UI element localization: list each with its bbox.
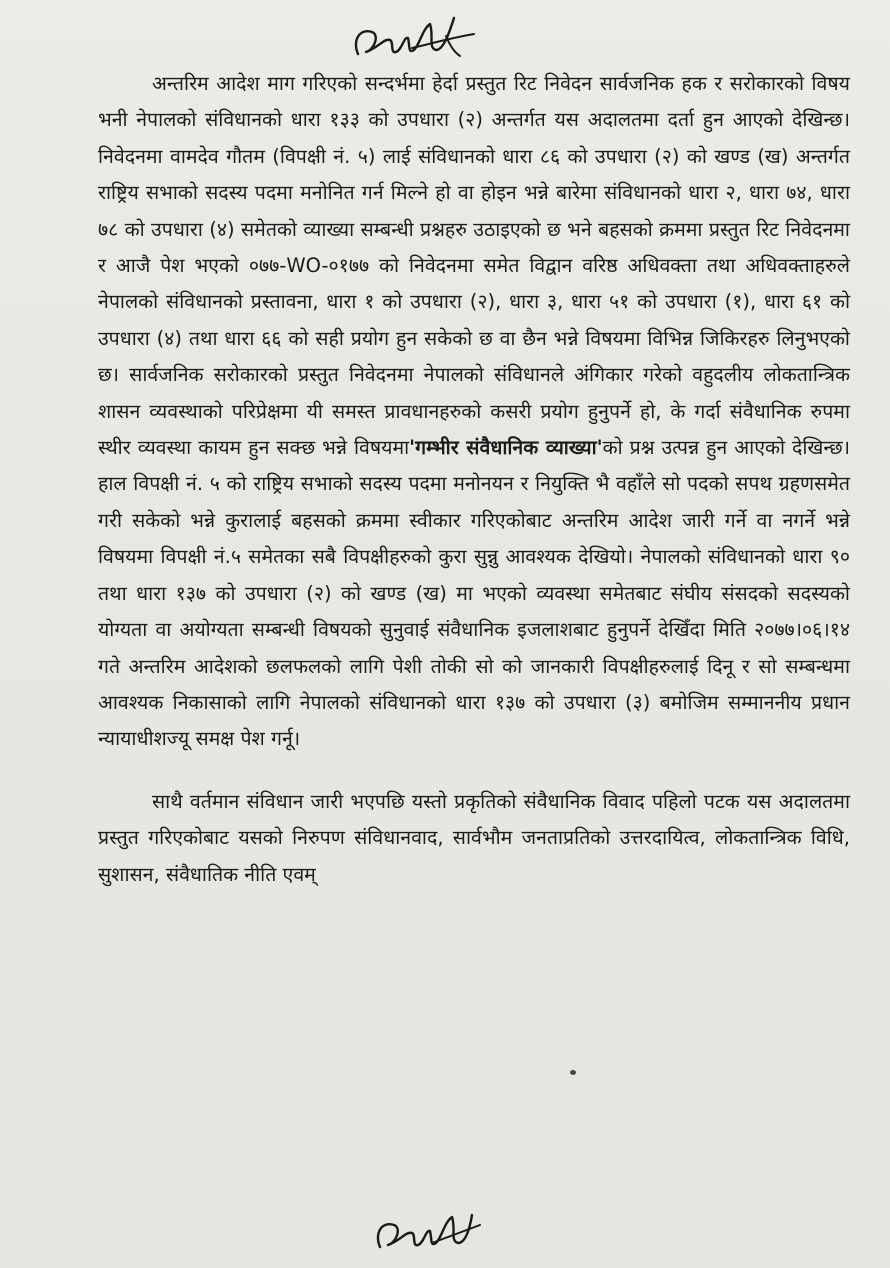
signature-top-graphic: [350, 10, 480, 65]
paragraph-1-continuation: को प्रश्न उत्पन्न हुन आएको देखिन्छ। हाल विपक्षी नं. ५ को राष्ट्रिय सभाको सदस्य पदमा मनोनयन र नियुक्ति भै वहाँले सो पदको सपथ ग्रहणसमेत गरी सकेको भन्ने कुरालाई बहसको क्रममा स्वीकार गरिएकोबाट अन्तरिम आदेश जारी गर्ने वा नगर्ने भन्ने विषयमा विपक्षी नं.५ समेतका सबै विपक्षीहरुको कुरा सुन्नु आवश्यक देखियो। नेपालको संविधानको धारा ९० तथा धारा १३७ को उपधारा (२) को खण्ड (ख) मा भएको व्यवस्था समेतबाट संघीय संसदको सदस्यको योग्यता वा अयोग्यता सम्बन्धी विषयको सुनुवाई संवैधानिक इजलाशबाट हुनुपर्ने देखिँदा मिति २०७७।०६।१४ गते अन्तरिम आदेशको छलफलको लागि पेशी तोकी सो को जानकारी विपक्षीहरुलाई दिनू र सो सम्बन्धमा आवश्यक निकासाको लागि नेपालको संविधानको धारा १३७ को उपधारा (३) बमोजिम सम्माननीय प्रधान न्यायाधीशज्यू समक्ष पेश गर्नू।: [98, 436, 851, 751]
paragraph-1: [98, 66, 850, 758]
constitutional-interpretation-phrase: 'गम्भीर संवैधानिक व्याख्या': [409, 436, 603, 460]
paragraph-2: साथै वर्तमान संविधान जारी भएपछि यस्तो प्रकृतिको संवैधानिक विवाद पहिलो पटक यस अदालतमा प्रस्तुत गरिएकोबाट यसको निरुपण संविधानवाद, सार्वभौम जनताप्रतिको उत्तरदायित्व, लोकतान्त्रिक विधि, सुशासन, संवैधातिक नीति एवम्: [98, 789, 850, 886]
signature-bottom-image: [372, 1203, 502, 1258]
signature-top-image: [350, 10, 480, 65]
ink-speck: [570, 1070, 576, 1075]
document-body: [98, 66, 850, 893]
signature-bottom-graphic: [372, 1203, 502, 1258]
paragraph-1-text: अन्तरिम आदेश माग गरिएको सन्दर्भमा हेर्दा प्रस्तुत रिट निवेदन सार्वजनिक हक र सरोकारको विषय भनी नेपालको संविधानको धारा १३३ को उपधारा (२) अन्तर्गत यस अदालतमा दर्ता हुन आएको देखिन्छ। निवेदनमा वामदेव गौतम (विपक्षी नं. ५) लाई संविधानको धारा ८६ को उपधारा (२) को खण्ड (ख) अन्तर्गत राष्ट्रिय सभाको सदस्य पदमा मनोनित गर्न मिल्ने हो वा होइन भन्ने बारेमा संविधानको धारा २, धारा ७४, धारा ७८ को उपधारा (४) समेतको व्याख्या सम्बन्धी प्रश्नहरु उठाइएको छ भने बहसको क्रममा प्रस्तुत रिट निवेदनमा र आजै पेश भएको ०७७-WO-०१७७ को निवेदनमा समेत विद्वान वरिष्ठ अधिवक्ता तथा अधिवक्ताहरुले नेपालको संविधानको प्रस्तावना, धारा १ को उपधारा (२), धारा ३, धारा ५१ को उपधारा (१), धारा ६१ को उपधारा (४) तथा धारा ६६ को सही प्रयोग हुन सकेको छ वा छैन भन्ने विषयमा विभिन्न जिकिरहरु लिनुभएको छ। सार्वजनिक सरोकारको प्रस्तुत निवेदनमा नेपालको संविधानले अंगिकार गरेको वहुदलीय लोकतान्त्रिक शासन व्यवस्थाको परिप्रेक्षमा यी समस्त प्रावधानहरुको कसरी प्रयोग हुनुपर्ने हो, के गर्दा संवैधानिक रुपमा स्थीर व्यवस्था कायम हुन सक्छ भन्ने विषयमा: [98, 72, 850, 460]
